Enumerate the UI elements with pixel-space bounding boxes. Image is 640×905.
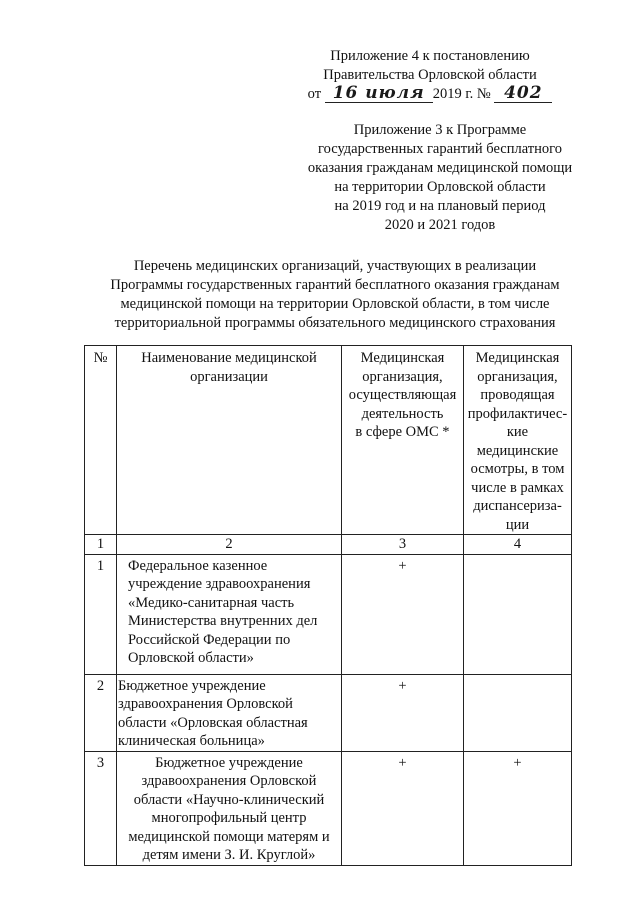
oms-mark: + [342, 554, 464, 674]
number-field [494, 85, 552, 103]
prophylactic-mark [464, 674, 572, 751]
appendix-header [300, 47, 560, 104]
row-number: 1 [85, 554, 117, 674]
column-number: 4 [464, 535, 572, 555]
table-row [85, 751, 572, 865]
year-number-label: 2019 г. № [432, 86, 491, 102]
table-row [85, 674, 572, 751]
appendix-date-line [300, 85, 560, 104]
prophylactic-mark [464, 554, 572, 674]
column-number: 2 [117, 535, 342, 555]
date-field [325, 85, 433, 103]
number-handwritten: 402 [504, 83, 543, 103]
organization-name: Бюджетное учреждение здравоохранения Орловской области «Научно-клинический многопрофильный центр медицинской помощи матерям и детям имени З. И. Круглой» [117, 751, 342, 865]
column-number-row [85, 535, 572, 555]
header-prophylactic: Медицинская организация, проводящая профилактичес- кие медицинские осмотры, в том числе в рамках диспансериза- ции [464, 346, 572, 535]
oms-mark: + [342, 751, 464, 865]
header-number: № [85, 346, 117, 535]
title-line: территориальной программы обязательного медицинского страхования [114, 315, 556, 331]
program-appendix-line: 2020 и 2021 годов [384, 217, 496, 233]
appendix-line-2: Правительства Орловской области [323, 67, 537, 83]
program-appendix-line: на 2019 год и на плановый период [334, 198, 546, 214]
date-handwritten: 16 июля [332, 83, 425, 103]
appendix-line-1: Приложение 4 к постановлению [330, 48, 530, 64]
organization-name: Бюджетное учреждение здравоохранения Орловской области «Орловская областная клиническая больница» [117, 674, 342, 751]
from-label: от [307, 86, 322, 102]
column-number: 1 [85, 535, 117, 555]
column-number: 3 [342, 535, 464, 555]
oms-mark: + [342, 674, 464, 751]
program-appendix-line: оказания гражданам медицинской помощи [307, 160, 573, 176]
organizations-table [84, 345, 572, 866]
header-name: Наименование медицинской организации [117, 346, 342, 535]
title-line: Перечень медицинских организаций, участвующих в реализации [133, 258, 537, 274]
title-line: Программы государственных гарантий бесплатного оказания гражданам [110, 277, 560, 293]
table-row [85, 554, 572, 674]
row-number: 2 [85, 674, 117, 751]
program-appendix-line: Приложение 3 к Программе [353, 122, 527, 138]
prophylactic-mark: + [464, 751, 572, 865]
program-appendix-line: государственных гарантий бесплатного [318, 141, 562, 157]
title-line: медицинской помощи на территории Орловской области, в том числе [120, 296, 550, 312]
program-appendix [295, 121, 585, 235]
organization-name: Федеральное казенное учреждение здравоохранения «Медико-санитарная часть Министерства внутренних дел Российской Федерации по Орловской области» [117, 554, 342, 674]
row-number: 3 [85, 751, 117, 865]
header-oms: Медицинская организация, осуществляющая деятельность в сфере ОМС * [342, 346, 464, 535]
document-title [75, 257, 595, 333]
program-appendix-line: на территории Орловской области [334, 179, 546, 195]
table-header-row [85, 346, 572, 535]
